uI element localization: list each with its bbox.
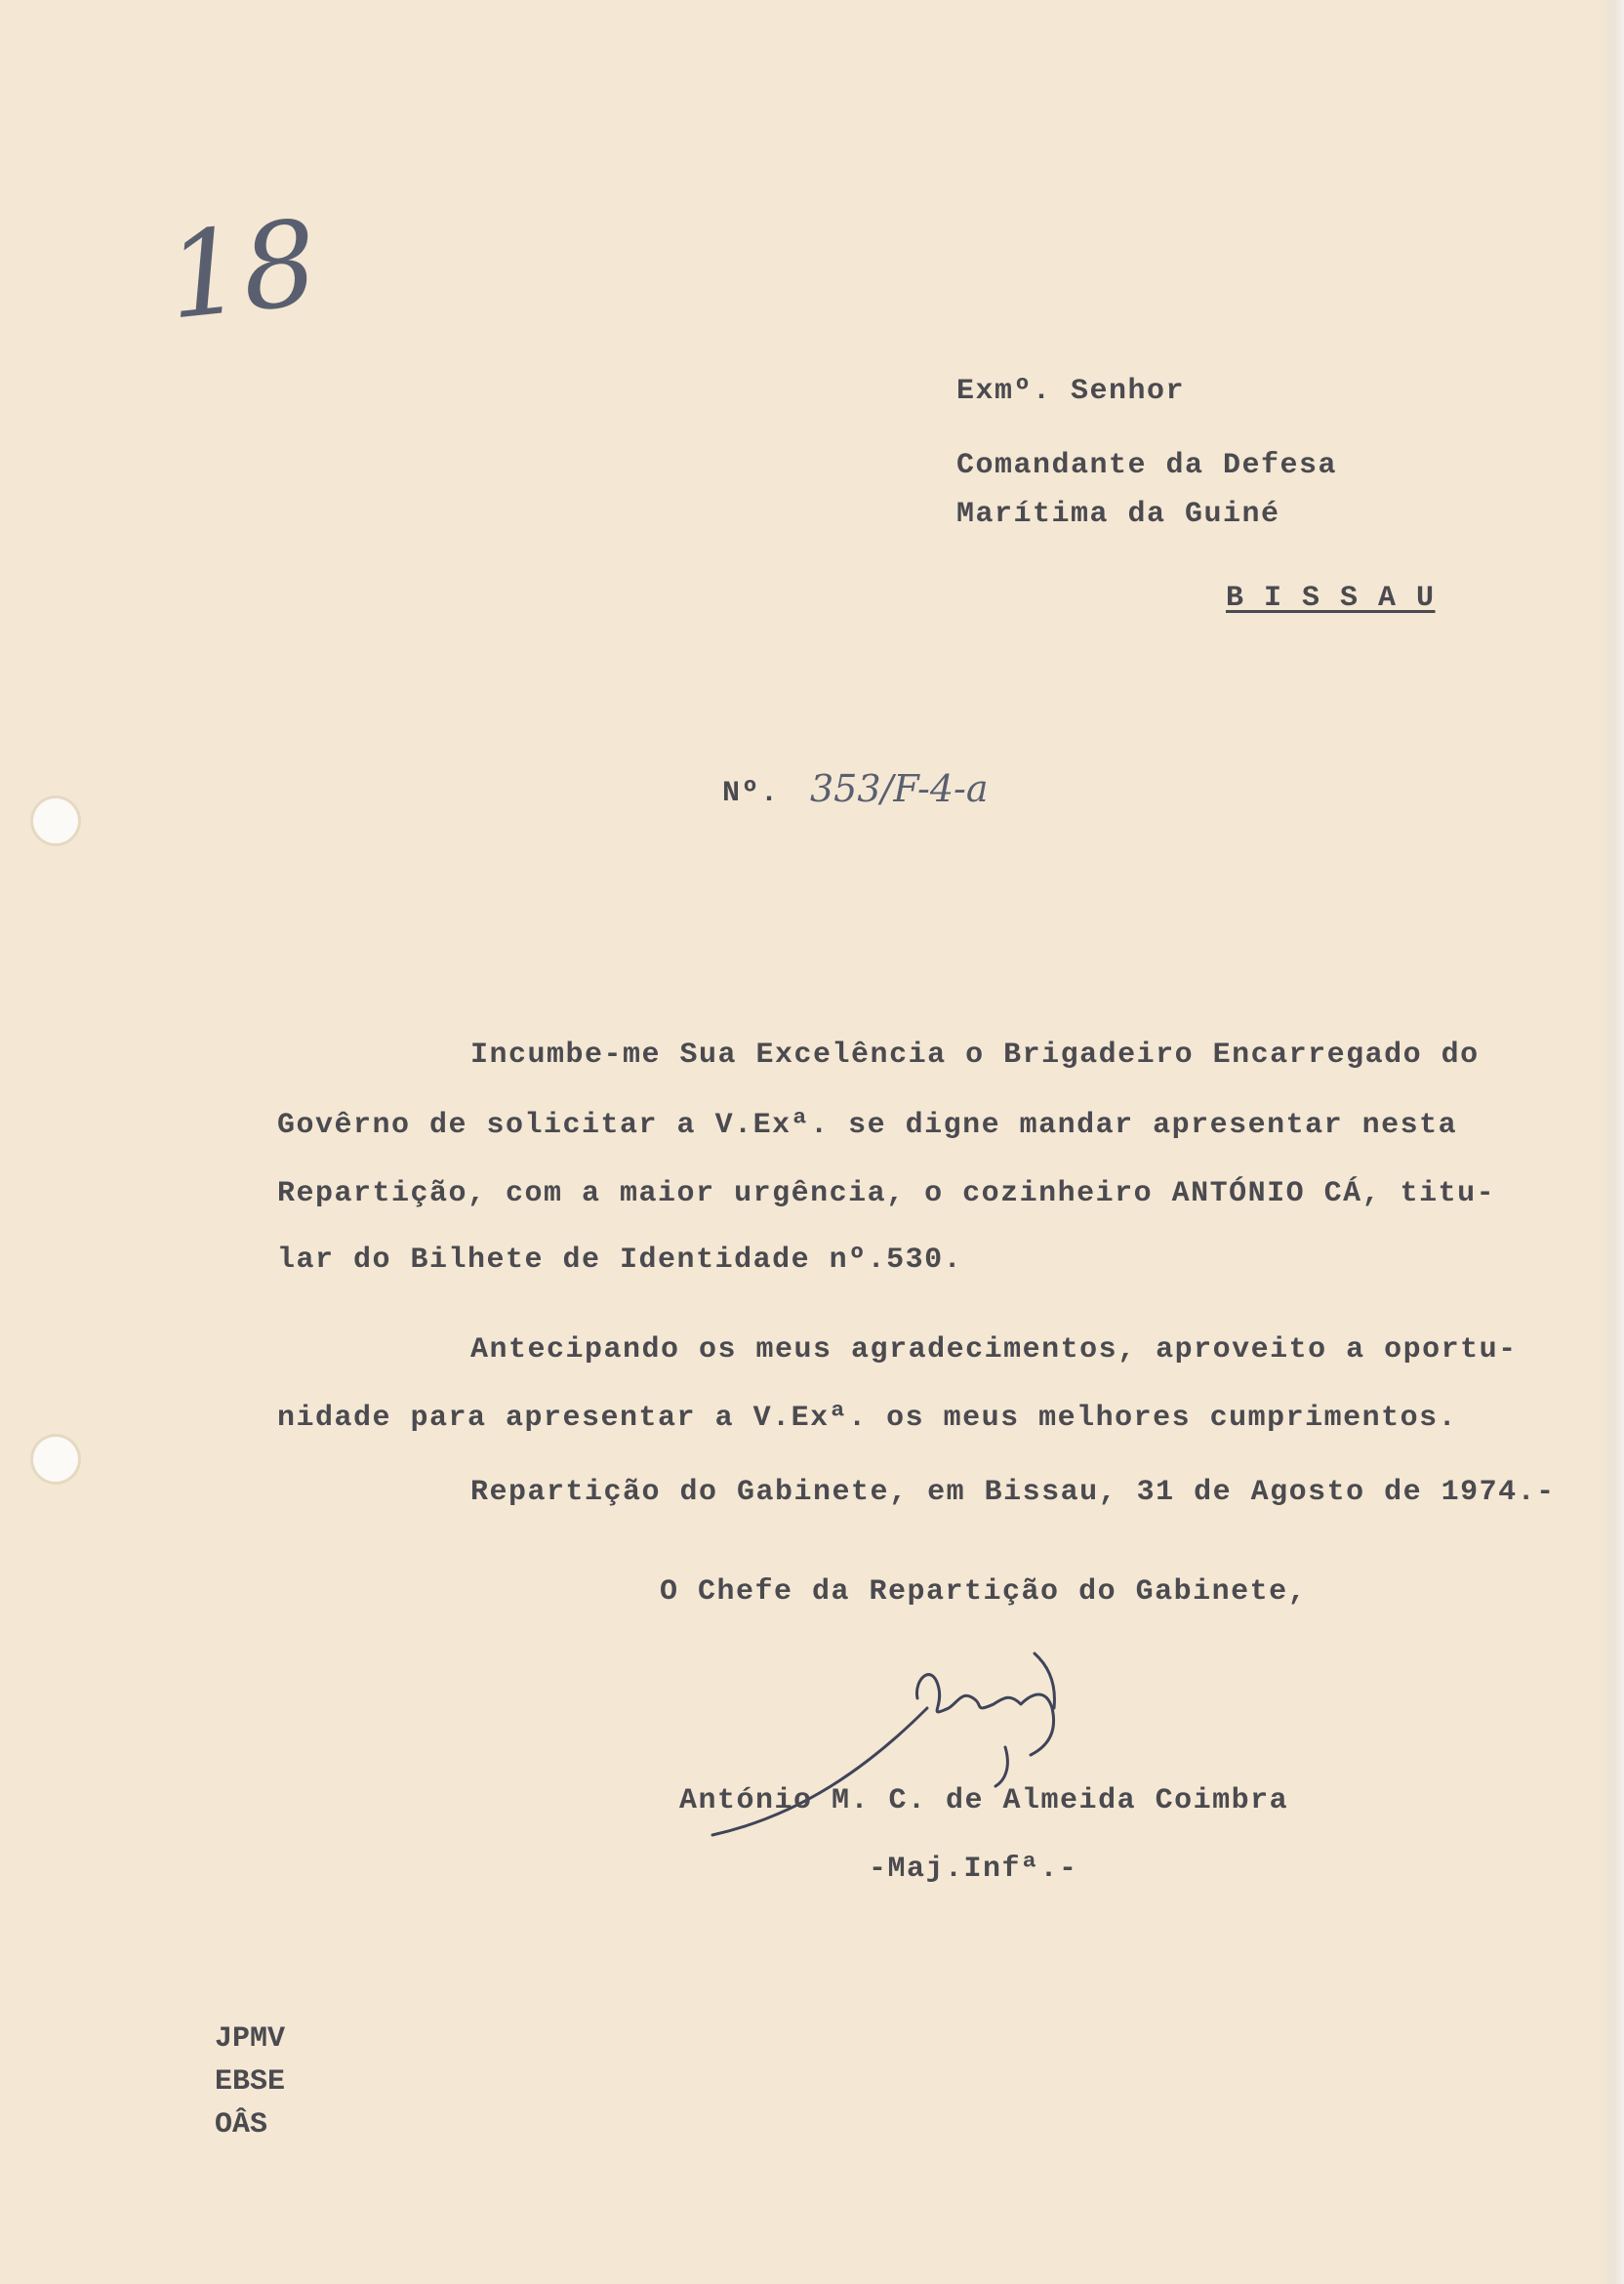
folio-number: 18 xyxy=(161,195,324,347)
punch-hole-top xyxy=(33,798,78,843)
reference-number-handwritten: 353/F-4-a xyxy=(810,767,989,810)
recipient-city: B I S S A U xyxy=(1226,582,1436,615)
signatory-name: António M. C. de Almeida Coimbra xyxy=(679,1784,1289,1817)
body-p1-line-3: Repartição, com a maior urgência, o cozinheiro ANTÓNIO CÁ, titu- xyxy=(277,1177,1496,1210)
body-p2-line-2: nidade para apresentar a V.Exª. os meus melhores cumprimentos. xyxy=(277,1402,1458,1435)
body-p1-line-4: lar do Bilhete de Identidade nº.530. xyxy=(277,1244,963,1277)
reference-label: Nº. xyxy=(722,777,780,810)
signatory-rank: -Maj.Infª.- xyxy=(869,1853,1078,1886)
body-p1-line-2: Govêrno de solicitar a V.Exª. se digne mandar apresentar nesta xyxy=(277,1109,1458,1142)
signatory-office: O Chefe da Repartição do Gabinete, xyxy=(660,1575,1308,1609)
page-edge-shadow xyxy=(1599,0,1624,2284)
distribution-initials-1: JPMV xyxy=(215,2022,286,2056)
distribution-initials-2: EBSE xyxy=(215,2065,286,2099)
body-p2-line-1: Antecipando os meus agradecimentos, aproveito a oportu- xyxy=(470,1333,1518,1366)
body-p1-line-1: Incumbe-me Sua Excelência o Brigadeiro Encarregado do xyxy=(470,1039,1480,1072)
place-date: Repartição do Gabinete, em Bissau, 31 de Agosto de 1974.- xyxy=(470,1476,1556,1509)
salutation: Exmº. Senhor xyxy=(956,375,1186,408)
punch-hole-bottom xyxy=(33,1437,78,1482)
recipient-title-2: Marítima da Guiné xyxy=(956,498,1280,531)
distribution-initials-3: OÂS xyxy=(215,2108,268,2141)
recipient-title-1: Comandante da Defesa xyxy=(956,449,1338,482)
